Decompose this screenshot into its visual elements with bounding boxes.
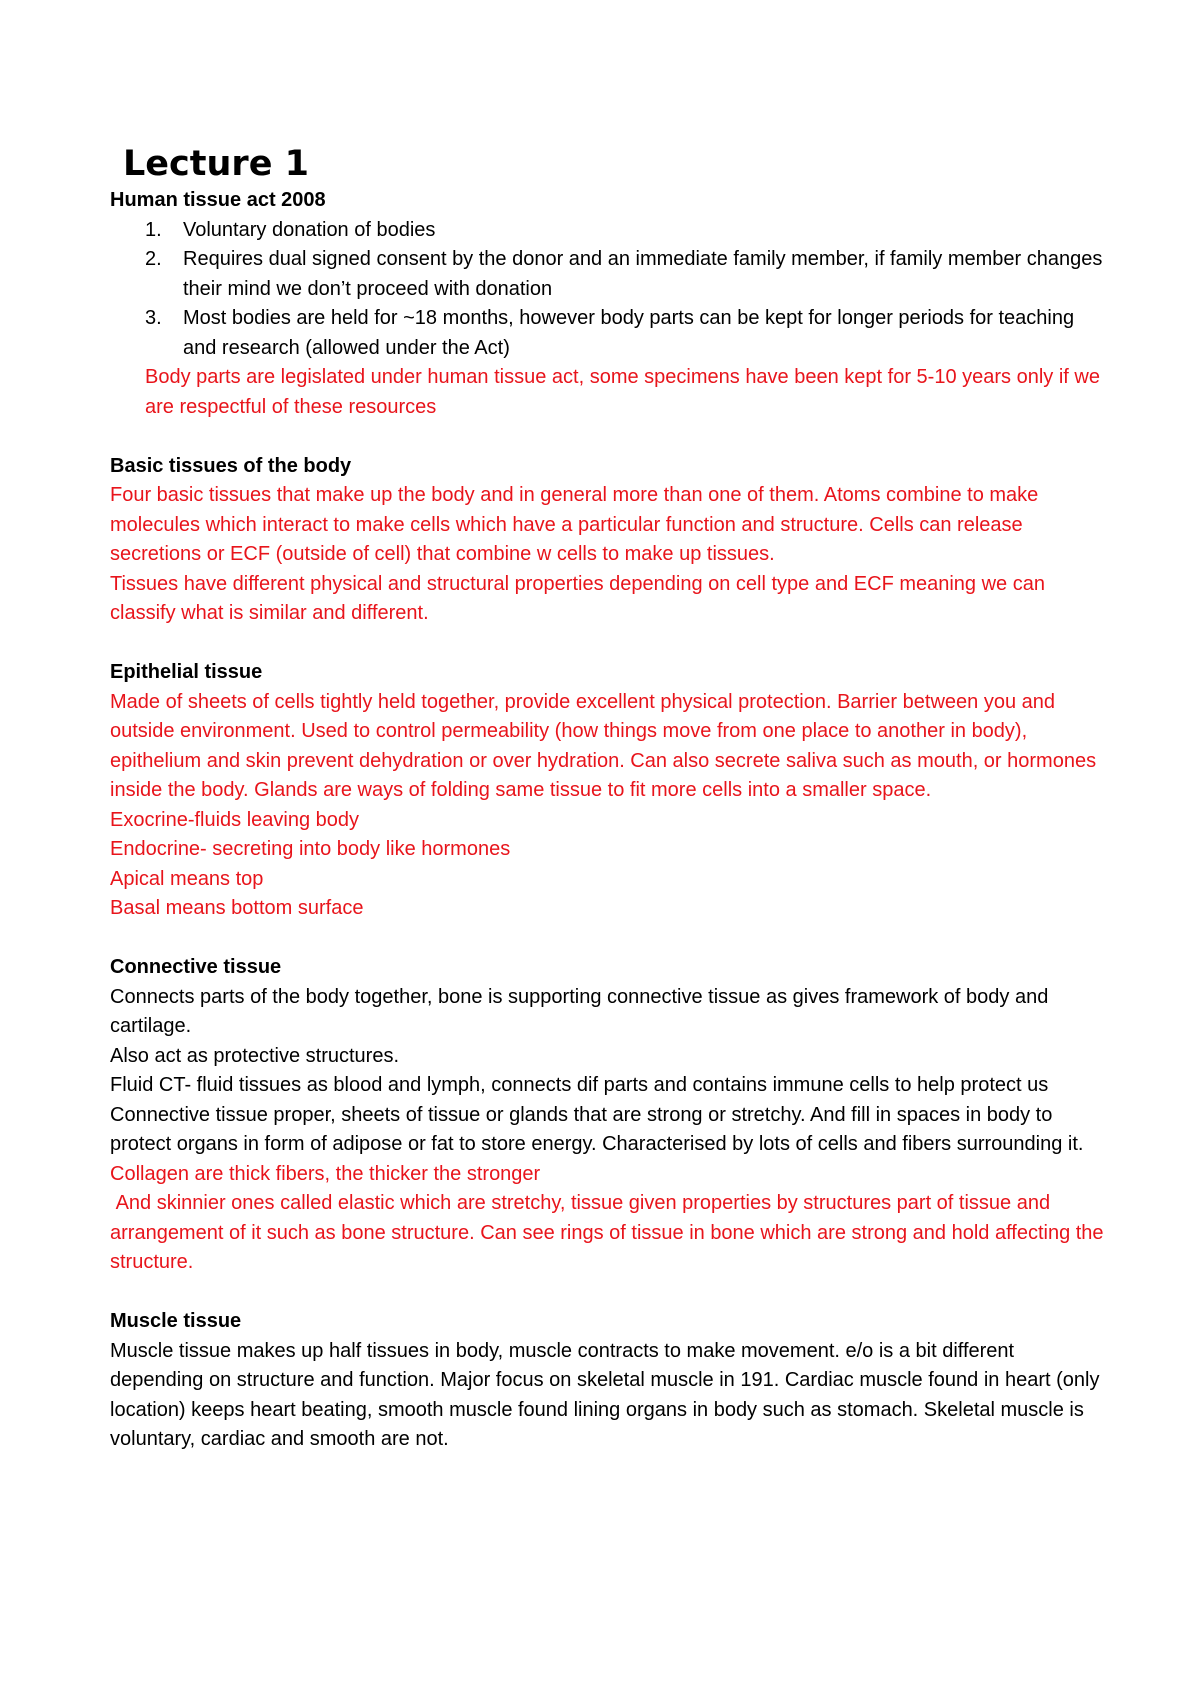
epithelial-line-basal: Basal means bottom surface	[110, 897, 364, 919]
list-item	[145, 216, 1110, 246]
basic-tissues-paragraph-2: Tissues have different physical and structural properties depending on cell type and ECF meaning we can classify what is similar and different.	[110, 572, 1045, 624]
epithelial-line-exocrine: Exocrine-fluids leaving body	[110, 808, 360, 831]
connective-paragraph-1: Connects parts of the body together, bone is supporting connective tissue as gives framework of body and cartilage.	[110, 985, 1049, 1037]
basic-tissues-paragraph-1: Four basic tissues that make up the body and in general more than one of them. Atoms combine to make molecules which interact to make cells which have a particular function and structure. Cells can release secretions or ECF (outside of cell) that combine w cells to make up tissues.	[110, 484, 1039, 565]
epithelial-line-apical: Apical means top	[110, 867, 264, 890]
connective-paragraph-2: Also act as protective structures.	[110, 1044, 400, 1067]
section-heading-connective: Connective tissue	[110, 956, 282, 978]
list-number: 2.	[145, 248, 162, 270]
act-numbered-list	[110, 216, 1110, 364]
list-number: 3.	[145, 307, 162, 329]
section-heading-basic-tissues: Basic tissues of the body	[110, 454, 352, 477]
epithelial-line-endocrine: Endocrine- secreting into body like hormones	[110, 838, 511, 860]
spacer	[110, 924, 1110, 954]
list-item-text: Most bodies are held for ~18 months, however body parts can be kept for longer periods for teaching and research (allowed under the Act)	[183, 307, 1075, 359]
connective-paragraph-4: Connective tissue proper, sheets of tissue or glands that are strong or stretchy. And fill in spaces in body to protect organs in form of adipose or fat to store energy. Characterised by lots of cells and fibers surrounding it.	[110, 1103, 1084, 1155]
connective-red-paragraph-2: And skinnier ones called elastic which are stretchy, tissue given properties by structures part of tissue and arrangement of it such as bone structure. Can see rings of tissue in bone which are strong and hold affecting the structure.	[110, 1192, 1110, 1273]
list-item	[145, 304, 1110, 363]
section-heading-muscle: Muscle tissue	[110, 1310, 242, 1332]
muscle-paragraph: Muscle tissue makes up half tissues in body, muscle contracts to make movement. e/o is a bit different depending on structure and function. Major focus on skeletal muscle in 191. Cardiac muscle found in heart (only location) keeps heart beating, smooth muscle found lining organs in body such as stomach. Skeletal muscle is voluntary, cardiac and smooth are not.	[110, 1339, 1100, 1450]
spacer	[110, 1278, 1110, 1308]
section-heading-human-tissue-act: Human tissue act 2008	[110, 189, 326, 211]
list-item	[145, 245, 1110, 304]
epithelial-paragraph: Made of sheets of cells tightly held together, provide excellent physical protection. Barrier between you and outside environment. Used to control permeability (how things move from one place to another in body), epithelium and skin prevent dehydration or over hydration. Can also secrete saliva such as mouth, or hormones inside the body. Glands are ways of folding same tissue to fit more cells into a smaller space.	[110, 690, 1097, 801]
list-item-text: Voluntary donation of bodies	[183, 218, 436, 241]
document-body	[110, 142, 1110, 1455]
spacer	[110, 629, 1110, 659]
spacer	[110, 422, 1110, 452]
act-note: Body parts are legislated under human tissue act, some specimens have been kept for 5-10 years only if we are respectful of these resources	[145, 366, 1100, 418]
section-heading-epithelial: Epithelial tissue	[110, 661, 263, 683]
list-number: 1.	[145, 218, 162, 241]
connective-red-line-1: Collagen are thick fibers, the thicker the stronger	[110, 1162, 541, 1185]
list-item-text: Requires dual signed consent by the donor and an immediate family member, if family member changes their mind we don’t proceed with donation	[183, 248, 1103, 300]
page-title: Lecture 1	[123, 144, 309, 184]
connective-paragraph-3: Fluid CT- fluid tissues as blood and lymph, connects dif parts and contains immune cells to help protect us	[110, 1074, 1049, 1096]
